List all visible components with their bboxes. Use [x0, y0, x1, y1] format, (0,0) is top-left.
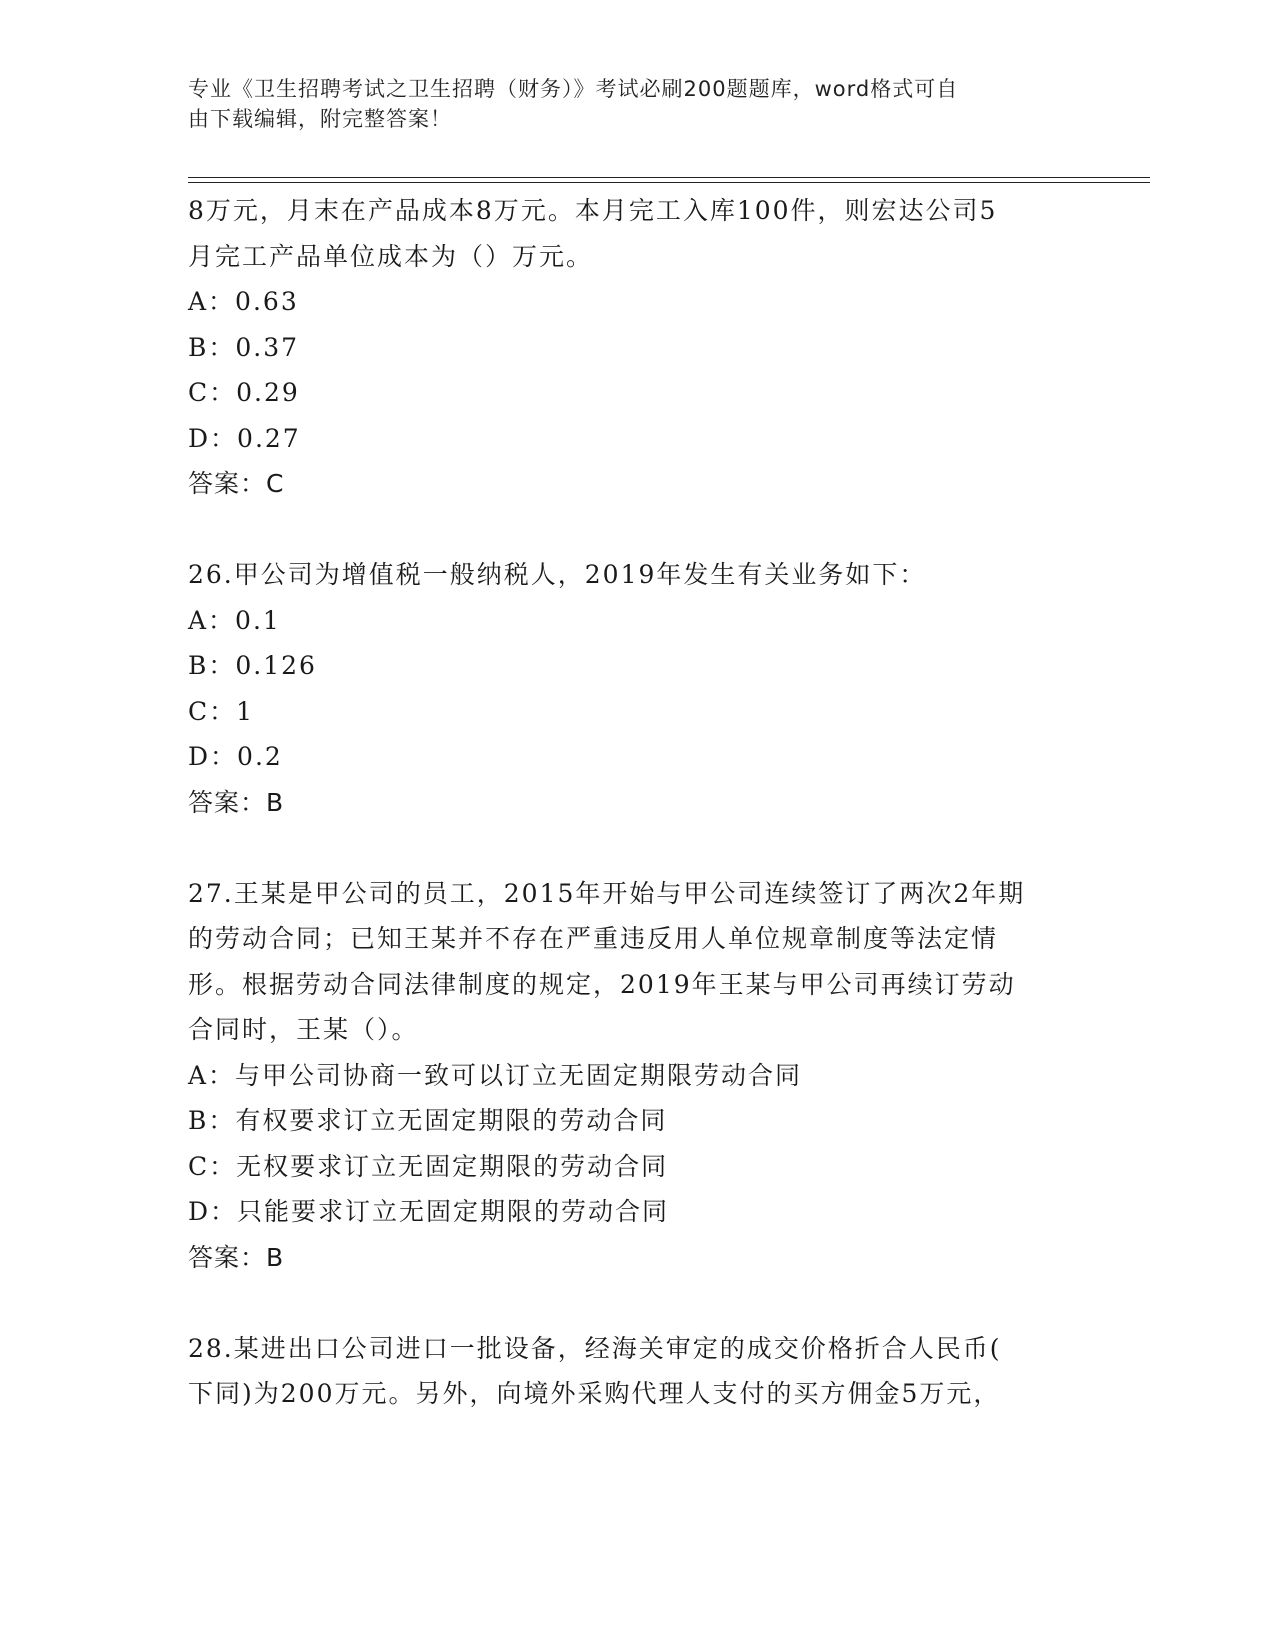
question-stem-line: 28.某进出口公司进口一批设备，经海关审定的成交价格折合人民币( — [188, 1333, 1002, 1363]
option-a: A：与甲公司协商一致可以订立无固定期限劳动合同 — [188, 1060, 803, 1090]
question-stem-line: 26.甲公司为增值税一般纳税人，2019年发生有关业务如下： — [188, 560, 927, 589]
question-28 — [188, 1326, 1088, 1417]
answer-line: 答案：B — [188, 1242, 285, 1272]
question-stem-line: 合同时，王某（）。 — [188, 1015, 419, 1044]
option-c: C：无权要求订立无固定期限的劳动合同 — [188, 1151, 669, 1181]
question-stem-line: 的劳动合同；已知王某并不存在严重违反用人单位规章制度等法定情 — [188, 924, 999, 953]
option-d: D：0.27 — [188, 423, 301, 453]
spacer — [188, 507, 1088, 553]
answer-line: 答案：B — [188, 787, 285, 817]
question-list — [188, 188, 1088, 1417]
header-divider-top — [188, 177, 1150, 178]
question-stem-line: 形。根据劳动合同法律制度的规定，2019年王某与甲公司再续订劳动 — [188, 969, 1016, 999]
option-d: D：0.2 — [188, 742, 283, 771]
option-d: D：只能要求订立无固定期限的劳动合同 — [188, 1197, 670, 1226]
option-b: B：有权要求订立无固定期限的劳动合同 — [188, 1106, 668, 1135]
question-stem-line: 月完工产品单位成本为（）万元。 — [188, 241, 594, 271]
option-a: A：0.63 — [188, 287, 299, 316]
header-divider-bottom — [188, 182, 1150, 183]
question-25 — [188, 188, 1088, 507]
option-c: C：1 — [188, 696, 255, 726]
header-line-2: 由下载编辑，附完整答案！ — [188, 107, 452, 131]
document-header — [188, 74, 1068, 134]
spacer — [188, 1280, 1088, 1326]
question-27 — [188, 871, 1088, 1281]
option-b: B：0.126 — [188, 651, 317, 680]
option-a: A：0.1 — [188, 605, 281, 635]
option-c: C：0.29 — [188, 378, 300, 407]
answer-line: 答案：C — [188, 469, 285, 498]
header-line-1: 专业《卫生招聘考试之卫生招聘（财务）》考试必刷200题题库，word格式可自 — [188, 77, 959, 101]
question-26 — [188, 552, 1088, 825]
question-stem-line: 下同)为200万元。另外，向境外采购代理人支付的买方佣金5万元， — [188, 1379, 1001, 1408]
question-stem-line: 8万元，月末在产品成本8万元。本月完工入库100件，则宏达公司5 — [188, 196, 998, 225]
question-stem-line: 27.王某是甲公司的员工，2015年开始与甲公司连续签订了两次2年期 — [188, 878, 1026, 908]
spacer — [188, 825, 1088, 871]
option-b: B：0.37 — [188, 332, 300, 362]
